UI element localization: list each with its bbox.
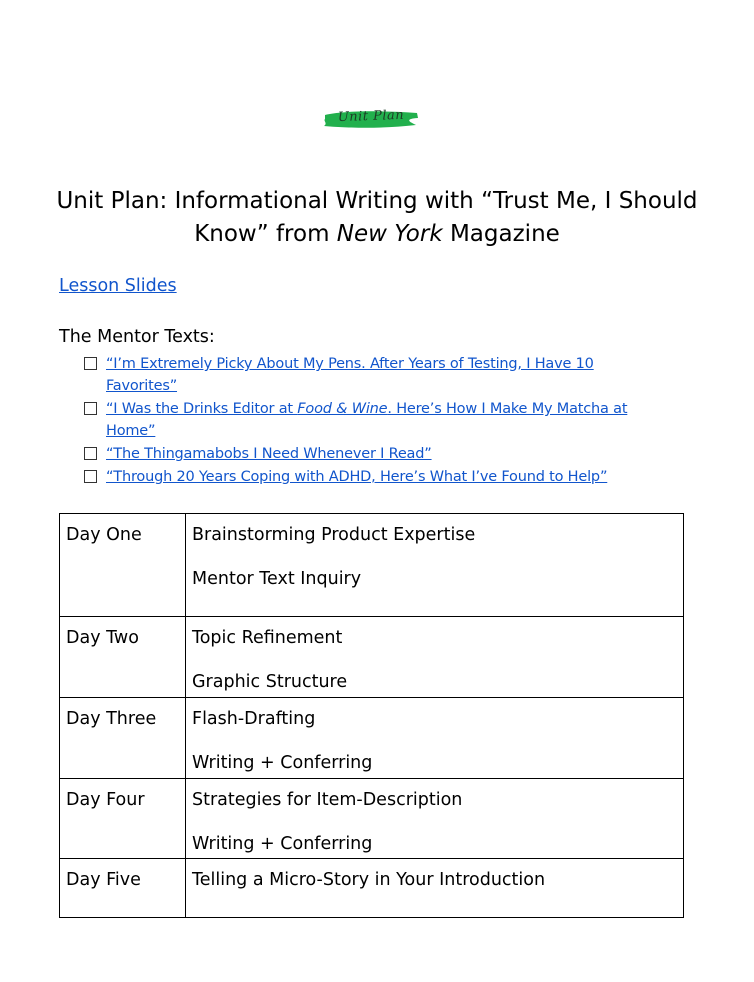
checkbox-icon[interactable]: [84, 357, 97, 370]
day-cell: Day Five: [60, 859, 186, 918]
activity-item: Brainstorming Product Expertise: [192, 525, 476, 545]
lesson-slides-link[interactable]: Lesson Slides: [59, 276, 177, 296]
badge-label: Unit Plan: [337, 107, 405, 126]
table-row: [60, 859, 684, 918]
activities-cell: [186, 617, 684, 698]
mentor-texts-list: [84, 353, 654, 489]
activities-cell: [186, 514, 684, 617]
title-italic: New York: [336, 221, 443, 247]
table-row: [60, 779, 684, 859]
day-cell: Day Two: [60, 617, 186, 698]
activity-item: Writing + Conferring: [192, 753, 373, 773]
activities-cell: [186, 859, 684, 918]
activity-item: Strategies for Item-Description: [192, 790, 463, 810]
activities-cell: [186, 698, 684, 779]
list-item: [84, 466, 654, 488]
mentor-text-link[interactable]: “The Thingamabobs I Need Whenever I Read”: [106, 446, 432, 462]
list-item: [84, 398, 654, 442]
day-cell: Day Four: [60, 779, 186, 859]
mentor-text-link[interactable]: “I Was the Drinks Editor at Food & Wine. Here’s How I Make My Matcha at Home”: [106, 401, 628, 439]
activity-item: Writing + Conferring: [192, 834, 373, 854]
unit-plan-badge: [322, 106, 420, 132]
activities-cell: [186, 779, 684, 859]
table-row: [60, 514, 684, 617]
page-title: Unit Plan: Informational Writing with “Trust Me, I Should Know” from New York Magazine: [56, 188, 698, 247]
checkbox-icon[interactable]: [84, 470, 97, 483]
checkbox-icon[interactable]: [84, 447, 97, 460]
activity-item: Flash-Drafting: [192, 709, 316, 729]
activity-item: Topic Refinement: [192, 628, 343, 648]
list-item: [84, 353, 654, 397]
checkbox-icon[interactable]: [84, 402, 97, 415]
table-row: [60, 617, 684, 698]
list-item: [84, 443, 654, 465]
mentor-text-link[interactable]: “Through 20 Years Coping with ADHD, Here’s What I’ve Found to Help”: [106, 469, 608, 485]
day-cell: Day Three: [60, 698, 186, 779]
activity-item: Telling a Micro-Story in Your Introduction: [192, 870, 546, 890]
mentor-texts-heading: The Mentor Texts:: [59, 327, 215, 347]
activity-item: Graphic Structure: [192, 672, 348, 692]
table-row: [60, 698, 684, 779]
mentor-text-link[interactable]: “I’m Extremely Picky About My Pens. After Years of Testing, I Have 10 Favorites”: [106, 356, 594, 394]
activity-item: Mentor Text Inquiry: [192, 569, 362, 589]
schedule-table: [59, 513, 684, 918]
day-cell: Day One: [60, 514, 186, 617]
